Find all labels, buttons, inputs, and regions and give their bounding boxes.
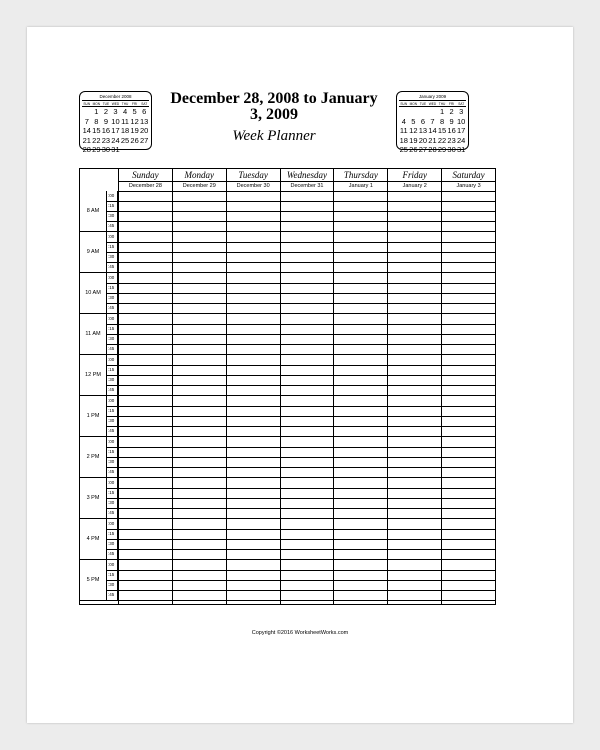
weekday-abbrev: MON [409, 101, 418, 106]
calendar-day: 29 [92, 145, 101, 154]
quarter-divider [107, 201, 495, 202]
calendar-day: 16 [101, 126, 111, 135]
quarter-divider [107, 539, 495, 540]
day-name: Monday [184, 170, 215, 180]
calendar-day: 5 [411, 116, 416, 126]
day-date: January 3 [442, 181, 495, 191]
quarter-divider [107, 570, 495, 571]
day-header [172, 169, 226, 191]
calendar-day: 10 [457, 116, 466, 126]
quarter-divider [107, 262, 495, 263]
quarter-divider [107, 549, 495, 550]
calendar-day: 31 [111, 145, 120, 154]
hour-block [80, 478, 495, 519]
calendar-day: 22 [437, 135, 447, 145]
weekday-abbrev: WED [111, 101, 120, 106]
calendar-day: 26 [409, 145, 418, 154]
mini-calendar-december [79, 91, 152, 154]
mini-calendar-title: January 2009 [399, 94, 466, 101]
calendar-day: 20 [140, 126, 149, 135]
page-subtitle: Week Planner [232, 128, 316, 144]
hour-block [80, 191, 495, 232]
hour-block [80, 232, 495, 273]
weekday-abbrev: SAT [141, 101, 148, 106]
calendar-day: 14 [82, 126, 91, 135]
calendar-day: 20 [418, 135, 428, 145]
quarter-label: :15 [107, 324, 118, 334]
calendar-day: 6 [420, 116, 425, 126]
calendar-day: 24 [111, 135, 120, 145]
day-header [441, 169, 495, 191]
calendar-day [428, 107, 438, 117]
calendar-day: 17 [457, 126, 466, 135]
day-name: Saturday [452, 170, 485, 180]
quarter-label: :15 [107, 242, 118, 252]
hour-label: 9 AM [80, 232, 107, 272]
calendar-day: 21 [82, 135, 91, 145]
calendar-day: 28 [428, 145, 437, 154]
calendar-day: 4 [401, 116, 406, 126]
quarter-label: :15 [107, 488, 118, 498]
day-header [226, 169, 280, 191]
day-date: December 29 [173, 181, 226, 191]
quarter-divider [107, 252, 495, 253]
day-date: December 28 [119, 181, 172, 191]
quarter-divider [107, 457, 495, 458]
calendar-day: 1 [439, 107, 445, 116]
quarter-label: :15 [107, 365, 118, 375]
quarter-divider [107, 488, 495, 489]
quarter-label: :45 [107, 385, 118, 395]
calendar-day: 26 [130, 135, 139, 145]
calendar-day [139, 145, 149, 155]
quarter-label: :30 [107, 580, 118, 590]
quarter-label: :30 [107, 457, 118, 467]
mini-calendar-table [82, 101, 149, 155]
quarter-label: :00 [107, 560, 118, 570]
calendar-day: 14 [428, 126, 437, 135]
calendar-day: 23 [447, 135, 456, 145]
calendar-day: 18 [399, 135, 408, 145]
calendar-day: 27 [418, 145, 428, 154]
day-name: Tuesday [238, 170, 268, 180]
day-date: January 1 [334, 181, 387, 191]
quarter-label: :45 [107, 221, 118, 231]
quarter-divider [107, 508, 495, 509]
copyright-footer: Copyright ©2016 WorksheetWorks.com [251, 630, 349, 636]
quarter-label: :00 [107, 273, 118, 283]
page-title: December 28, 2008 to January 3, 2009 [170, 90, 378, 123]
hour-label: 2 PM [80, 437, 107, 477]
hour-label: 5 PM [80, 560, 107, 600]
quarter-divider [107, 365, 495, 366]
weekday-abbrev: TUE [419, 101, 427, 106]
quarter-divider [107, 498, 495, 499]
hour-label: 8 AM [80, 191, 107, 231]
quarter-divider [107, 447, 495, 448]
quarter-label: :45 [107, 344, 118, 354]
weekday-abbrev: TUE [102, 101, 110, 106]
calendar-day: 8 [94, 116, 99, 126]
quarter-divider [107, 283, 495, 284]
day-column-divider [387, 191, 388, 604]
quarter-label: :00 [107, 314, 118, 324]
calendar-day: 8 [439, 116, 445, 126]
quarter-label: :15 [107, 406, 118, 416]
quarter-label: :15 [107, 283, 118, 293]
calendar-day: 30 [447, 145, 456, 154]
quarter-label: :00 [107, 478, 118, 488]
calendar-day: 7 [84, 116, 89, 126]
calendar-day: 30 [101, 145, 111, 154]
day-column-divider [495, 191, 496, 604]
day-column-divider [280, 191, 281, 604]
mini-calendar-january [396, 91, 469, 154]
calendar-day [399, 107, 409, 117]
calendar-day: 4 [122, 107, 128, 116]
day-name: Sunday [132, 170, 159, 180]
quarter-label: :45 [107, 549, 118, 559]
day-column-divider [441, 191, 442, 604]
quarter-label: :45 [107, 508, 118, 518]
hour-block [80, 437, 495, 478]
calendar-day: 3 [459, 107, 464, 116]
calendar-day [120, 145, 130, 155]
quarter-label: :30 [107, 334, 118, 344]
quarter-divider [107, 385, 495, 386]
hour-block [80, 273, 495, 314]
calendar-day: 6 [142, 107, 147, 116]
hour-label: 11 AM [80, 314, 107, 354]
quarter-divider [107, 334, 495, 335]
quarter-label: :30 [107, 375, 118, 385]
day-date: December 30 [227, 181, 280, 191]
day-name: Friday [402, 170, 427, 180]
calendar-day: 15 [92, 126, 101, 135]
calendar-day: 31 [457, 145, 466, 154]
calendar-day: 2 [449, 107, 454, 116]
quarter-label: :30 [107, 293, 118, 303]
calendar-day: 1 [94, 107, 99, 116]
quarter-divider [107, 529, 495, 530]
quarter-divider [107, 467, 495, 468]
week-planner-grid [79, 168, 496, 605]
quarter-label: :45 [107, 426, 118, 436]
quarter-divider [107, 221, 495, 222]
weekday-abbrev: FRI [447, 101, 457, 107]
calendar-day: 28 [82, 145, 91, 154]
quarter-divider [107, 344, 495, 345]
calendar-day: 11 [399, 126, 408, 135]
calendar-day: 9 [449, 116, 454, 126]
calendar-day: 16 [447, 126, 456, 135]
calendar-day: 24 [457, 135, 466, 145]
day-column-divider [333, 191, 334, 604]
quarter-label: :45 [107, 467, 118, 477]
weekday-abbrev: FRI [130, 101, 140, 107]
day-column-divider [226, 191, 227, 604]
day-name: Thursday [343, 170, 378, 180]
calendar-day: 13 [140, 116, 149, 126]
calendar-day: 5 [132, 107, 137, 116]
mini-calendar-title: December 2008 [82, 94, 149, 101]
calendar-day: 10 [111, 116, 120, 126]
quarter-divider [107, 303, 495, 304]
quarter-divider [107, 406, 495, 407]
quarter-divider [107, 211, 495, 212]
hour-label: 3 PM [80, 478, 107, 518]
quarter-label: :45 [107, 262, 118, 272]
quarter-label: :15 [107, 570, 118, 580]
hour-block [80, 519, 495, 560]
quarter-label: :15 [107, 201, 118, 211]
quarter-divider [107, 590, 495, 591]
weekday-abbrev: WED [428, 101, 437, 106]
calendar-day [130, 145, 140, 155]
hour-label: 10 AM [80, 273, 107, 313]
calendar-day: 17 [111, 126, 120, 135]
calendar-day [409, 107, 419, 117]
weekday-abbrev: SUN [400, 101, 408, 106]
calendar-day: 21 [428, 135, 437, 145]
day-header [118, 169, 172, 191]
day-column-divider [172, 191, 173, 604]
hour-block [80, 314, 495, 355]
hour-block [80, 560, 495, 601]
calendar-day: 3 [113, 107, 118, 116]
day-header [387, 169, 441, 191]
quarter-label: :00 [107, 355, 118, 365]
day-date: January 2 [388, 181, 441, 191]
quarter-label: :00 [107, 396, 118, 406]
quarter-divider [107, 416, 495, 417]
weekday-abbrev: THU [438, 101, 446, 106]
quarter-divider [107, 293, 495, 294]
quarter-label: :45 [107, 303, 118, 313]
quarter-divider [107, 375, 495, 376]
day-header [280, 169, 334, 191]
quarter-divider [107, 324, 495, 325]
calendar-day: 19 [130, 126, 139, 135]
weekday-abbrev: SAT [458, 101, 465, 106]
weekday-abbrev: MON [92, 101, 101, 106]
hour-label: 12 PM [80, 355, 107, 395]
quarter-label: :45 [107, 590, 118, 600]
day-name: Wednesday [286, 170, 328, 180]
day-column-divider [118, 191, 119, 604]
quarter-label: :00 [107, 437, 118, 447]
quarter-label: :30 [107, 498, 118, 508]
calendar-day: 13 [418, 126, 428, 135]
quarter-label: :30 [107, 539, 118, 549]
weekday-abbrev: SUN [83, 101, 91, 106]
calendar-day [82, 107, 92, 117]
calendar-day: 12 [409, 126, 418, 135]
hour-label: 1 PM [80, 396, 107, 436]
calendar-day: 27 [140, 135, 149, 145]
calendar-day: 25 [120, 135, 130, 145]
calendar-day: 18 [120, 126, 130, 135]
calendar-day: 22 [92, 135, 101, 145]
calendar-day: 9 [103, 116, 108, 126]
quarter-label: :00 [107, 232, 118, 242]
hour-label: 4 PM [80, 519, 107, 559]
mini-calendar-table [399, 101, 466, 155]
quarter-label: :30 [107, 211, 118, 221]
quarter-label: :00 [107, 519, 118, 529]
weekday-abbrev: THU [121, 101, 129, 106]
day-header [333, 169, 387, 191]
quarter-label: :30 [107, 252, 118, 262]
calendar-day [418, 107, 428, 117]
quarter-divider [107, 426, 495, 427]
quarter-divider [107, 242, 495, 243]
quarter-divider [107, 580, 495, 581]
quarter-label: :15 [107, 529, 118, 539]
calendar-day: 23 [101, 135, 111, 145]
calendar-day: 19 [409, 135, 418, 145]
quarter-label: :30 [107, 416, 118, 426]
calendar-day: 11 [121, 116, 129, 126]
calendar-day: 15 [437, 126, 447, 135]
calendar-day: 29 [437, 145, 447, 154]
calendar-day: 2 [103, 107, 108, 116]
hour-block [80, 355, 495, 396]
calendar-day: 12 [130, 116, 139, 126]
quarter-label: :15 [107, 447, 118, 457]
calendar-day: 25 [399, 145, 408, 154]
hour-block [80, 396, 495, 437]
calendar-day: 7 [430, 116, 435, 126]
quarter-label: :00 [107, 191, 118, 201]
day-header-row [118, 169, 495, 192]
day-date: December 31 [281, 181, 334, 191]
